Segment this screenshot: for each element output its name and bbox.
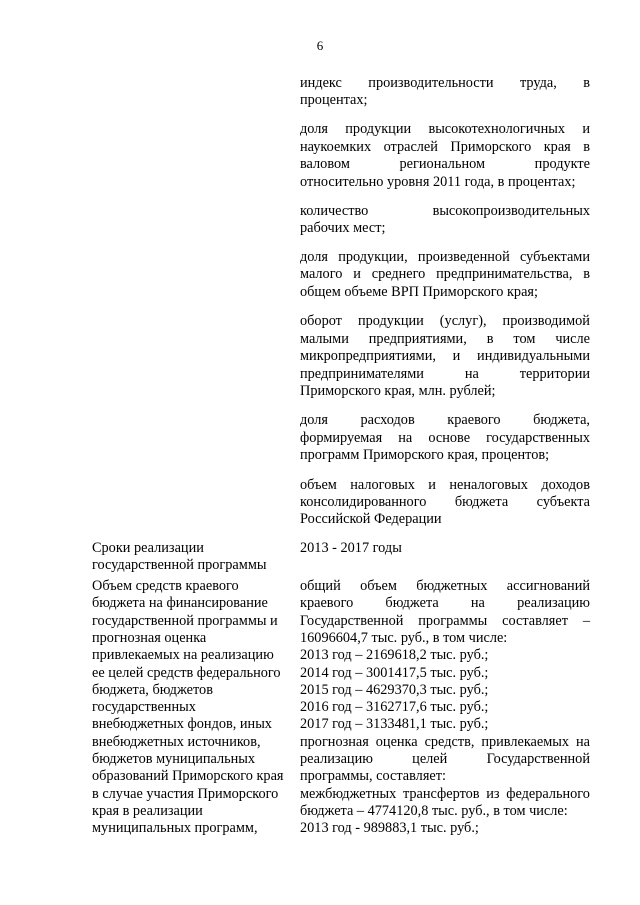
page-number: 6	[316, 38, 324, 53]
funding-label: государственной программы и	[92, 612, 278, 629]
funding-label: образований Приморского края	[92, 768, 284, 785]
funding-label: бюджета на финансирование	[92, 595, 268, 612]
funding-value: межбюджетных трансфертов из федерального	[300, 785, 590, 802]
indicator-line: наукоемких отраслей Приморского края в	[300, 139, 590, 155]
indicator-line: малого и среднего предпринимательства, в	[300, 266, 590, 282]
funding-label: Объем средств краевого	[92, 578, 239, 594]
funding-value: бюджета – 4774120,8 тыс. руб., в том числе:	[300, 802, 568, 819]
indicator-line: формируемая на основе государственных	[300, 430, 590, 446]
indicator-line: консолидированного бюджета субъекта	[300, 494, 590, 510]
funding-value: реализацию целей Государственной	[300, 751, 590, 767]
indicator-line: процентах;	[300, 92, 368, 108]
funding-label: привлекаемых на реализацию	[92, 647, 274, 664]
indicator-line: доля продукции, произведенной субъектами	[300, 249, 590, 265]
indicator-line: общем объеме ВРП Приморского края;	[300, 284, 538, 300]
funding-value: 2014 год – 3001417,5 тыс. руб.;	[300, 664, 489, 681]
funding-value: краевого бюджета на реализацию	[300, 595, 590, 612]
terms-value: 2013 - 2017 годы	[300, 540, 402, 556]
indicator-line: предпринимателями на территории	[300, 366, 590, 382]
indicator-line: объем налоговых и неналоговых доходов	[300, 477, 590, 493]
indicator-line: оборот продукции (услуг), производимой	[300, 313, 590, 329]
funding-value: общий объем бюджетных ассигнований	[300, 578, 590, 594]
indicator-line: относительно уровня 2011 года, в процентах;	[300, 174, 576, 190]
indicator-line: Приморского края, млн. рублей;	[300, 383, 496, 399]
funding-value: 2013 год - 989883,1 тыс. руб.;	[300, 820, 479, 837]
indicator-line: микропредприятиями, и индивидуальными	[300, 348, 590, 364]
funding-label: муниципальных программ,	[92, 820, 258, 837]
terms-label: государственной программы	[92, 557, 267, 573]
indicator-line: малыми предприятиями, в том числе	[300, 331, 590, 347]
funding-value: 2015 год – 4629370,3 тыс. руб.;	[300, 681, 489, 698]
funding-label: в случае участия Приморского	[92, 785, 279, 802]
funding-label: бюджетов муниципальных	[92, 751, 256, 767]
funding-label: края в реализации	[92, 802, 203, 819]
funding-label: внебюджетных фондов, иных	[92, 716, 272, 733]
funding-value: 16096604,7 тыс. руб., в том числе:	[300, 629, 508, 646]
funding-label: ее целей средств федерального	[92, 664, 281, 681]
indicator-line: Российской Федерации	[300, 511, 442, 527]
indicator-line: рабочих мест;	[300, 220, 386, 236]
indicator-line: количество высокопроизводительных	[300, 203, 590, 219]
funding-label: государственных	[92, 699, 196, 716]
indicator-line: доля продукции высокотехнологичных и	[300, 121, 590, 137]
funding-value: программы, составляет:	[300, 768, 446, 785]
indicator-line: индекс производительности труда, в	[300, 75, 590, 91]
terms-label: Сроки реализации	[92, 540, 204, 556]
funding-value: 2013 год – 2169618,2 тыс. руб.;	[300, 647, 489, 664]
funding-value: Государственной программы составляет –	[300, 612, 590, 629]
indicator-line: валовом региональном продукте	[300, 156, 590, 172]
funding-value: 2017 год – 3133481,1 тыс. руб.;	[300, 716, 489, 733]
indicator-line: программ Приморского края, процентов;	[300, 447, 550, 463]
funding-label: внебюджетных источников,	[92, 733, 261, 750]
funding-value: 2016 год – 3162717,6 тыс. руб.;	[300, 699, 489, 716]
funding-value: прогнозная оценка средств, привлекаемых на	[300, 733, 590, 750]
indicator-line: доля расходов краевого бюджета,	[300, 412, 590, 428]
funding-label: бюджета, бюджетов	[92, 681, 213, 698]
funding-label: прогнозная оценка	[92, 629, 207, 646]
